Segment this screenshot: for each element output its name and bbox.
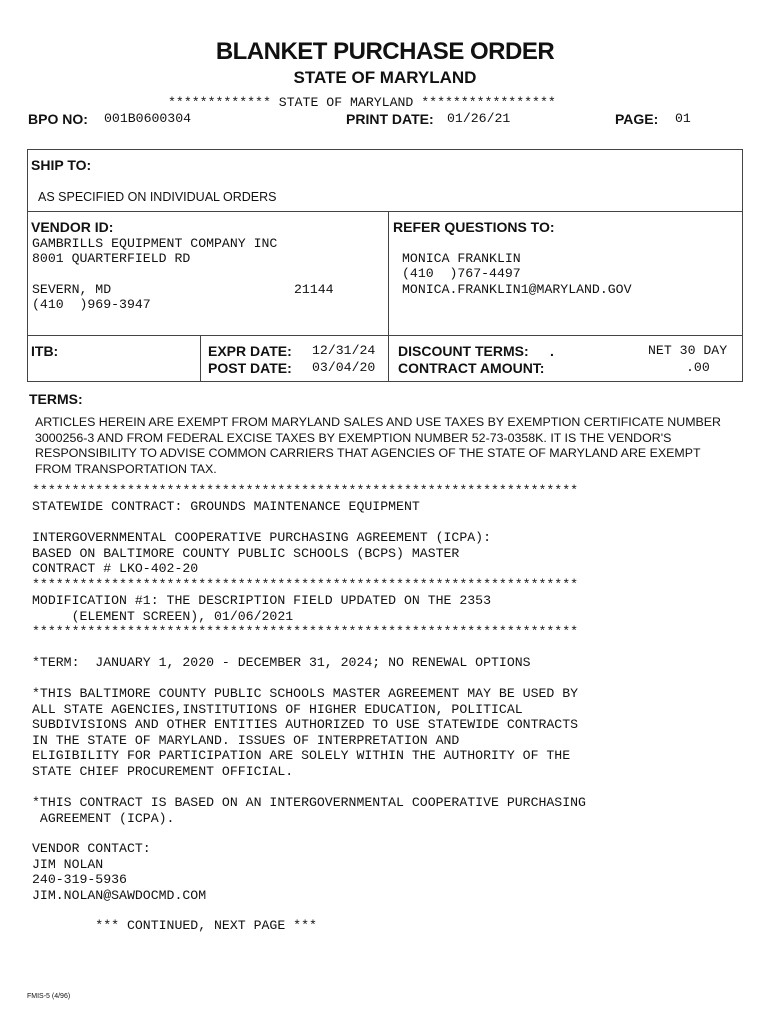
post-date-label: POST DATE:	[208, 360, 292, 376]
vendor-city: SEVERN, MD	[32, 282, 112, 297]
icpa-note: *THIS CONTRACT IS BASED ON AN INTERGOVERNMENTAL COOPERATIVE PURCHASING AGREEMENT (ICPA).	[32, 795, 586, 826]
contact-phone: (410 )767-4497	[402, 266, 521, 281]
ship-to-label: SHIP TO:	[31, 157, 92, 173]
vendor-address: 8001 QUARTERFIELD RD	[32, 251, 191, 266]
divider	[27, 211, 743, 212]
discount-terms-value: NET 30 DAY	[648, 343, 728, 358]
vendor-phone: (410 )969-3947	[32, 297, 151, 312]
document-title: BLANKET PURCHASE ORDER	[215, 38, 555, 65]
vendor-id-label: VENDOR ID:	[31, 219, 114, 235]
bpo-number-value: 001B0600304	[104, 111, 192, 126]
continued-note: *** CONTINUED, NEXT PAGE ***	[32, 918, 317, 933]
separator-line: *********************************************************************	[32, 483, 579, 498]
bpo-number-label: BPO NO:	[28, 111, 88, 127]
state-banner: ************* STATE OF MARYLAND *****************	[168, 95, 556, 110]
term-line: *TERM: JANUARY 1, 2020 - DECEMBER 31, 2024; NO RENEWAL OPTIONS	[32, 655, 531, 670]
print-date-value: 01/26/21	[447, 111, 511, 126]
page-label: PAGE:	[615, 111, 659, 127]
vendor-contact-block: VENDOR CONTACT: JIM NOLAN 240-319-5936 JIM.NOLAN@SAWDOCMD.COM	[32, 841, 207, 903]
expr-date-value: 12/31/24	[312, 343, 376, 358]
bcps-agreement-block: *THIS BALTIMORE COUNTY PUBLIC SCHOOLS MASTER AGREEMENT MAY BE USED BY ALL STATE AGENCIES,INSTITUTIONS OF HIGHER EDUCATION, POLITICAL SUBDIVISIONS AND OTHER ENTITIES AUTHORIZED TO USE STATEWIDE CONTRACTS IN THE STATE OF MARYLAND. ISSUES OF INTERPRETATION AND ELIGIBILITY FOR PARTICIPATION ARE SOLELY WITHIN THE AUTHORITY OF THE STATE CHIEF PROCUREMENT OFFICIAL.	[32, 686, 579, 779]
divider	[200, 335, 201, 382]
contact-name: MONICA FRANKLIN	[402, 251, 521, 266]
vendor-zip: 21144	[294, 282, 334, 297]
itb-label: ITB:	[31, 343, 59, 359]
terms-text: ARTICLES HEREIN ARE EXEMPT FROM MARYLAND SALES AND USE TAXES BY EXEMPTION CERTIFICATE NUMBER 3000256-3 AND FROM FEDERAL EXCISE TAXES BY EXEMPTION NUMBER 52-73-0358K. IT IS THE VENDOR'S RESPONSIBILITY TO ADVISE COMMON CARRIERS THAT AGENCIES OF THE STATE OF MARYLAND ARE EXEMPT FROM TRANSPORTATION TAX.	[35, 415, 722, 476]
divider	[27, 335, 743, 336]
statewide-contract: STATEWIDE CONTRACT: GROUNDS MAINTENANCE EQUIPMENT	[32, 499, 420, 514]
discount-terms-dot: .	[550, 343, 554, 359]
contract-amount-label: CONTRACT AMOUNT:	[398, 360, 545, 376]
expr-date-label: EXPR DATE:	[208, 343, 292, 359]
print-date-label: PRINT DATE:	[346, 111, 434, 127]
icpa-block: INTERGOVERNMENTAL COOPERATIVE PURCHASING AGREEMENT (ICPA): BASED ON BALTIMORE COUNTY PUBLIC SCHOOLS (BCPS) MASTER CONTRACT # LKO-402-20	[32, 530, 491, 576]
separator-line: *********************************************************************	[32, 624, 579, 639]
separator-line: *********************************************************************	[32, 577, 579, 592]
ship-to-value: AS SPECIFIED ON INDIVIDUAL ORDERS	[38, 190, 277, 204]
terms-label: TERMS:	[29, 391, 83, 407]
refer-questions-label: REFER QUESTIONS TO:	[393, 219, 555, 235]
page-value: 01	[675, 111, 691, 126]
document-subtitle: STATE OF MARYLAND	[293, 68, 477, 87]
form-id: FMIS-5 (4/96)	[27, 993, 71, 1000]
modification-note: MODIFICATION #1: THE DESCRIPTION FIELD UPDATED ON THE 2353 (ELEMENT SCREEN), 01/06/2021	[32, 593, 491, 624]
vendor-name: GAMBRILLS EQUIPMENT COMPANY INC	[32, 236, 278, 251]
post-date-value: 03/04/20	[312, 360, 376, 375]
divider	[388, 211, 389, 382]
discount-terms-label: DISCOUNT TERMS:	[398, 343, 529, 359]
contact-email: MONICA.FRANKLIN1@MARYLAND.GOV	[402, 282, 632, 297]
contract-amount-value: .00	[686, 360, 710, 375]
